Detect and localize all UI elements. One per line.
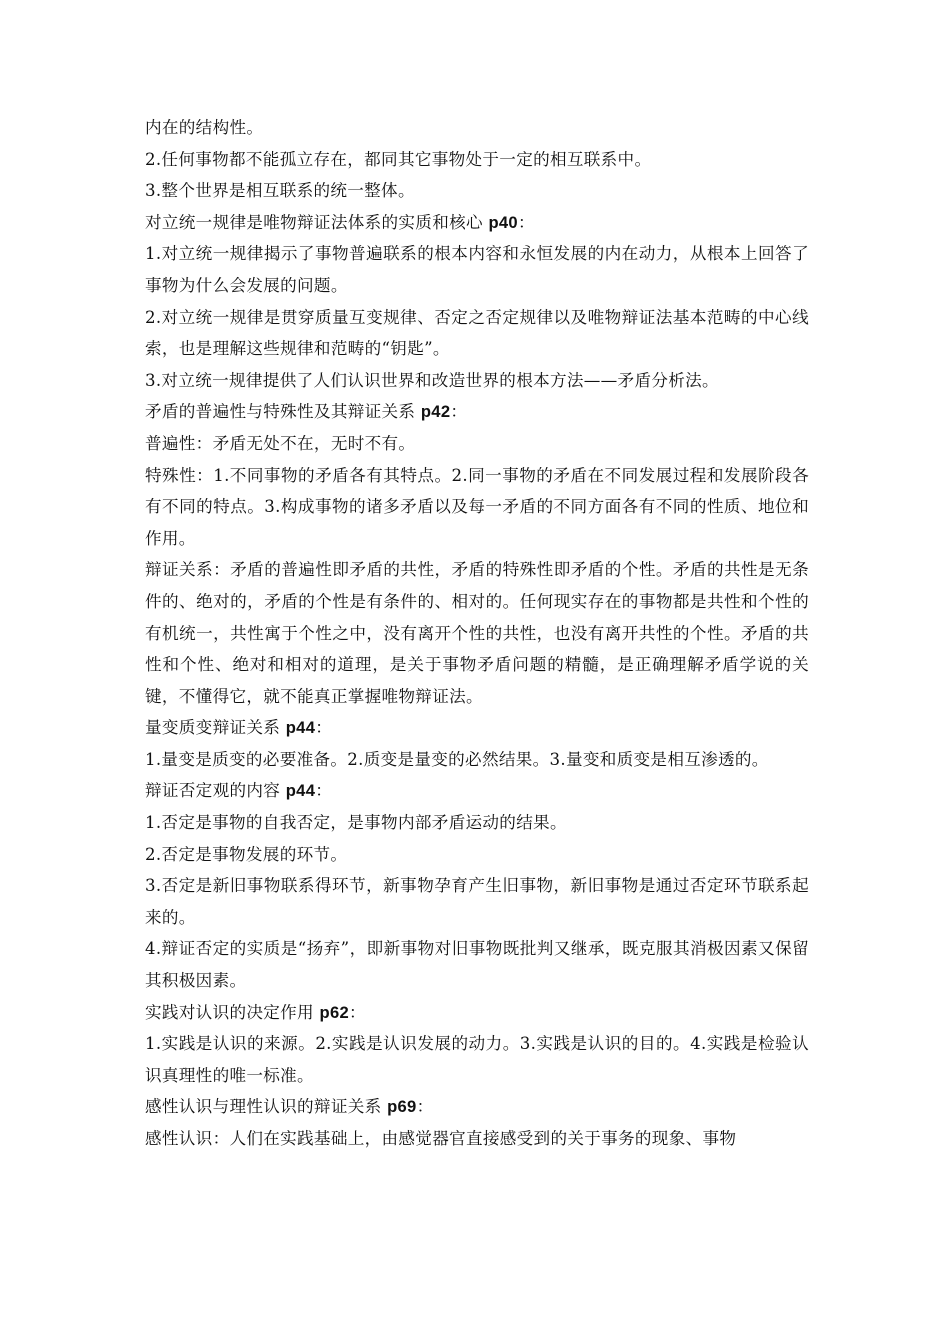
- section-heading: 矛盾的普遍性与特殊性及其辩证关系 p42：: [145, 402, 468, 422]
- page-reference: p44: [285, 781, 316, 801]
- page-reference: p69: [387, 1097, 417, 1117]
- paragraph: 4.辩证否定的实质是“扬弃”，即新事物对旧事物既批判又继承，既克服其消极因素又保留其积极因素。: [145, 939, 809, 991]
- section-heading: 实践对认识的决定作用 p62：: [145, 1002, 366, 1022]
- paragraph: 内在的结构性。: [145, 118, 264, 137]
- paragraph: 辩证关系：矛盾的普遍性即矛盾的共性，矛盾的特殊性即矛盾的个性。矛盾的共性是无条件的、绝对的，矛盾的个性是有条件的、相对的。任何现实存在的事物都是共性和个性的有机统一，共性寓于个性之中，没有离开个性的共性，也没有离开共性的个性。矛盾的共性和个性、绝对和相对的道理，是关于事物矛盾问题的精髓，是正确理解矛盾学说的关键，不懂得它，就不能真正掌握唯物辩证法。: [145, 560, 809, 706]
- paragraph: 1.实践是认识的来源。2.实践是认识发展的动力。3.实践是认识的目的。4.实践是检验认识真理性的唯一标准。: [145, 1034, 809, 1085]
- paragraph: 2.对立统一规律是贯穿质量互变规律、否定之否定规律以及唯物辩证法基本范畴的中心线索，也是理解这些规律和范畴的“钥匙”。: [145, 307, 809, 359]
- page-reference: p40: [488, 212, 518, 232]
- paragraph: 1.否定是事物的自我否定，是事物内部矛盾运动的结果。: [145, 813, 567, 833]
- paragraph: 感性认识：人们在实践基础上，由感觉器官直接感受到的关于事务的现象、事物: [145, 1129, 737, 1148]
- paragraph: 特殊性：1.不同事物的矛盾各有其特点。2.同一事物的矛盾在不同发展过程和发展阶段各有不同的特点。3.构成事物的诸多矛盾以及每一矛盾的不同方面各有不同的性质、地位和作用。: [145, 465, 809, 548]
- page-reference: p44: [285, 718, 316, 738]
- section-heading: 对立统一规律是唯物辩证法体系的实质和核心 p40：: [145, 212, 535, 232]
- page-reference: p62: [319, 1002, 350, 1022]
- paragraph: 3.对立统一规律提供了人们认识世界和改造世界的根本方法——矛盾分析法。: [145, 370, 719, 390]
- section-heading: 感性认识与理性认识的辩证关系 p69：: [145, 1097, 434, 1117]
- paragraph: 1.量变是质变的必要准备。2.质变是量变的必然结果。3.量变和质变是相互渗透的。: [145, 749, 769, 769]
- paragraph: 3.否定是新旧事物联系得环节，新事物孕育产生旧事物，新旧事物是通过否定环节联系起来的。: [145, 876, 809, 927]
- section-heading: 辩证否定观的内容 p44：: [145, 781, 333, 801]
- paragraph: 3.整个世界是相互联系的统一整体。: [145, 181, 415, 201]
- paragraph: 2.否定是事物发展的环节。: [145, 844, 348, 864]
- section-heading: 量变质变辩证关系 p44：: [145, 718, 333, 738]
- document-body: [145, 112, 809, 1155]
- page-reference: p42: [420, 402, 451, 422]
- paragraph: 2.任何事物都不能孤立存在，都同其它事物处于一定的相互联系中。: [145, 149, 652, 169]
- paragraph: 普遍性：矛盾无处不在，无时不有。: [145, 433, 416, 453]
- paragraph: 1.对立统一规律揭示了事物普遍联系的根本内容和永恒发展的内在动力，从根本上回答了事物为什么会发展的问题。: [145, 244, 809, 295]
